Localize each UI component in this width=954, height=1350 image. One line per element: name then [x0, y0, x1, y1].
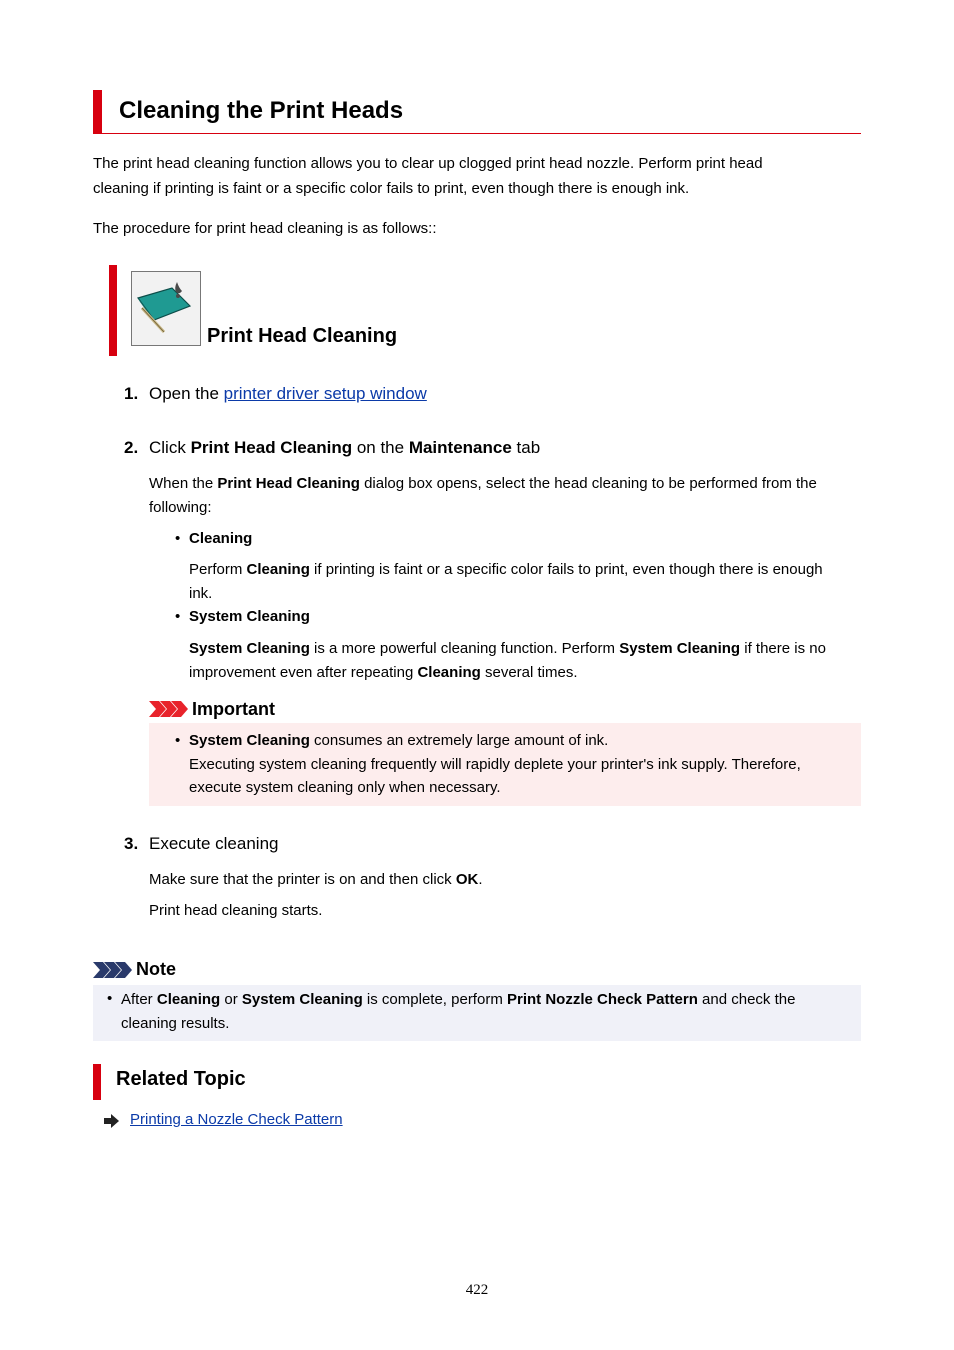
step-2-t2: on the — [352, 438, 409, 457]
step-3-number: 3. — [124, 834, 139, 853]
cleaning-desc-line-2: ink. — [189, 584, 213, 602]
system-cleaning-desc-line-1 — [189, 637, 826, 661]
important-line-2: Executing system cleaning frequently will rapidly deplete your printer's ink supply. Therefore, — [189, 755, 801, 773]
note-line-2: cleaning results. — [121, 1014, 230, 1032]
note-line-1 — [121, 988, 795, 1012]
desc-t1: When the — [149, 475, 218, 492]
desc-b1: Print Head Cleaning — [217, 475, 360, 492]
note-icon — [93, 962, 133, 983]
note-t2: or — [220, 991, 242, 1008]
sys-t2: if there is no — [740, 640, 826, 657]
bullet-system-cleaning-desc — [189, 637, 826, 684]
bullet-system-cleaning-title: System Cleaning — [189, 608, 310, 625]
step-3-line-1 — [149, 867, 483, 892]
cleaning-b1: Cleaning — [246, 561, 310, 578]
printer-driver-setup-link[interactable]: printer driver setup window — [223, 384, 427, 403]
note-b3: Print Nozzle Check Pattern — [506, 991, 698, 1008]
step-2-b1: Print Head Cleaning — [190, 438, 353, 457]
procedure-intro: The procedure for print head cleaning is as follows:: — [93, 220, 437, 237]
bullet-cleaning-desc — [189, 558, 823, 605]
section-heading: Print Head Cleaning — [207, 325, 398, 347]
step3-b1: OK — [455, 871, 479, 888]
sys-t1: is a more powerful cleaning function. Perform — [309, 640, 620, 657]
cleaning-t1: Perform — [189, 561, 247, 578]
step-1-number: 1. — [124, 384, 139, 403]
step-2-desc-line-1 — [149, 472, 817, 496]
note-text — [121, 988, 795, 1035]
important-heading: Important — [192, 699, 275, 719]
note-b2: System Cleaning — [241, 991, 363, 1008]
sys-b2: System Cleaning — [619, 640, 741, 657]
page-title: Cleaning the Print Heads — [119, 97, 404, 124]
section-accent-bar — [109, 265, 117, 356]
important-icon — [149, 701, 189, 722]
step-2-t1: Click — [149, 438, 191, 457]
system-cleaning-desc-line-2 — [189, 661, 826, 685]
step-2-description — [149, 472, 817, 519]
related-accent-bar — [93, 1064, 101, 1100]
step-1-label: Open the — [149, 384, 224, 403]
bullet-dot: • — [175, 608, 181, 625]
note-t4: and check the — [697, 991, 796, 1008]
arrow-right-icon — [104, 1114, 120, 1133]
step-2-desc-line-2: following: — [149, 498, 212, 516]
imp-t1: consumes an extremely large amount of ink. — [309, 732, 609, 749]
sys-l2-b1: Cleaning — [417, 663, 481, 681]
note-heading: Note — [136, 959, 176, 979]
note-b1: Cleaning — [156, 991, 221, 1008]
step-2-b2: Maintenance — [408, 438, 512, 457]
sys-b1: System Cleaning — [189, 640, 310, 657]
intro-paragraph — [93, 151, 763, 201]
bullet-dot: • — [175, 732, 181, 749]
step-3-text: Execute cleaning — [149, 834, 279, 853]
page-number: 422 — [465, 1282, 489, 1298]
cleaning-t2: if printing is faint or a specific color fails to print, even though there is enough — [309, 561, 823, 578]
intro-line-2: cleaning if printing is faint or a specific color fails to print, even though there is enough ink. — [93, 180, 690, 197]
cleaning-desc-line-1 — [189, 558, 823, 582]
step-2-t3: tab — [511, 438, 541, 457]
imp-b1: System Cleaning — [189, 732, 310, 749]
nozzle-check-pattern-link[interactable]: Printing a Nozzle Check Pattern — [130, 1111, 343, 1128]
sys-l2-t1: improvement even after repeating — [189, 663, 418, 681]
step-2-number: 2. — [124, 438, 139, 457]
title-rule — [93, 133, 861, 134]
bullet-dot: • — [175, 530, 181, 547]
step3-t2: . — [478, 871, 483, 888]
note-t1: After — [121, 991, 157, 1008]
bullet-dot: • — [107, 990, 113, 1007]
title-accent-bar — [93, 90, 102, 133]
desc-t2: dialog box opens, select the head cleaning to be performed from the — [359, 475, 817, 492]
important-line-1 — [189, 729, 801, 753]
intro-line-1: The print head cleaning function allows you to clear up clogged print head nozzle. Perform print head — [93, 155, 763, 172]
important-text — [189, 729, 801, 800]
sys-l2-t2: several times. — [480, 663, 578, 681]
important-line-3: execute system cleaning only when necessary. — [189, 779, 501, 796]
note-t3: is complete, perform — [362, 991, 507, 1008]
step-3-line-2: Print head cleaning starts. — [149, 902, 323, 919]
related-heading: Related Topic — [116, 1068, 246, 1090]
print-head-cleaning-icon — [131, 271, 201, 346]
bullet-cleaning-title: Cleaning — [189, 530, 253, 547]
step-1-text — [149, 384, 427, 404]
step-2-text — [149, 438, 540, 458]
step3-t1: Make sure that the printer is on and then click — [149, 871, 456, 888]
